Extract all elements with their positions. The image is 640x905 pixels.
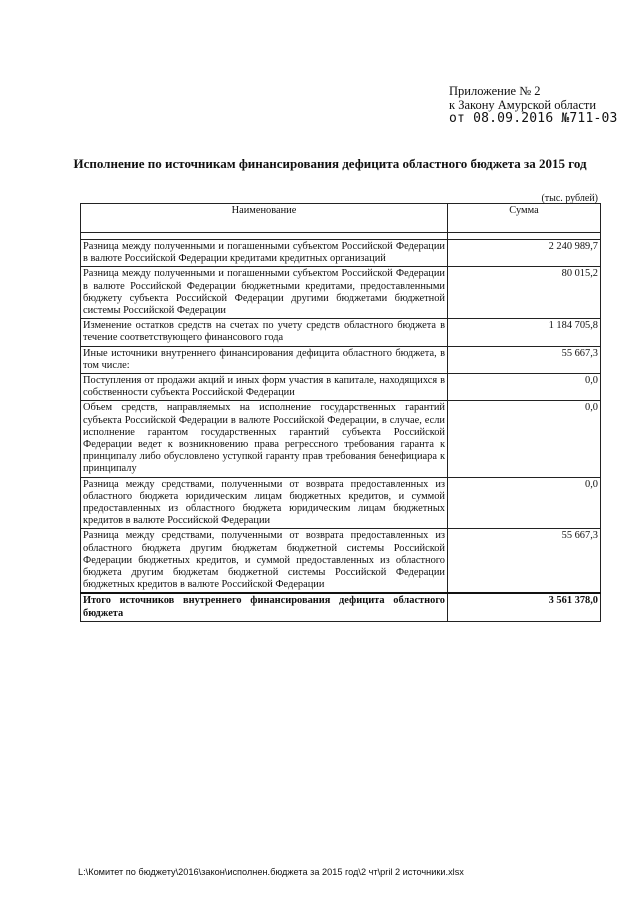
column-header-name: Наименование	[81, 204, 448, 233]
appendix-header	[449, 84, 619, 126]
table-row	[81, 529, 601, 594]
column-header-sum: Сумма	[448, 204, 601, 233]
budget-table	[80, 203, 601, 622]
total-row	[81, 593, 601, 621]
total-sum: 3 561 378,0	[448, 593, 601, 621]
table-header-row	[81, 204, 601, 233]
appendix-date-number: от 08.09.2016 №711-03	[449, 111, 618, 126]
row-name: Разница между полученными и погашенными субъектом Российской Федерации в валюте Российской Федерации кредитами кредитных организаций	[81, 240, 448, 267]
row-name: Разница между средствами, полученными от возврата предоставленных из областного бюджета другим бюджетам бюджетной системы Российской Федерации бюджетных кредитов, и суммой предоставленных из областного бюджета другим бюджетам бюджетной системы Российской Федерации бюджетных кредитов в валюте Российской Федерации	[81, 529, 448, 594]
appendix-law: к Закону Амурской области	[449, 98, 597, 112]
spacer-cell	[81, 233, 448, 240]
table-row	[81, 267, 601, 319]
units-label: (тыс. рублей)	[541, 193, 598, 204]
row-name: Изменение остатков средств на счетах по учету средств областного бюджета в течение соответствующего финансового года	[81, 319, 448, 346]
row-name: Иные источники внутреннего финансирования дефицита областного бюджета, в том числе:	[81, 346, 448, 373]
total-name: Итого источников внутреннего финансирования дефицита областного бюджета	[81, 593, 448, 621]
table-row	[81, 319, 601, 346]
row-sum: 0,0	[448, 401, 601, 477]
document-title: Исполнение по источникам финансирования дефицита областного бюджета за 2015 год	[73, 156, 587, 171]
row-name: Объем средств, направляемых на исполнение государственных гарантий субъекта Российской Федерации в валюте Российской Федерации, в случае, если исполнение гарантом государственных гарантий субъекта Российской Федерации ведет к возникновению права регрессного требования гаранта к принципалу либо обусловлено уступкой гаранту прав требования бенефициара к принципалу	[81, 401, 448, 477]
appendix-number: Приложение № 2	[449, 84, 541, 98]
row-sum: 55 667,3	[448, 529, 601, 594]
spacer-cell	[448, 233, 601, 240]
table-row	[81, 240, 601, 267]
row-name: Разница между полученными и погашенными субъектом Российской Федерации в валюте Российской Федерации бюджетными кредитами, предоставленными бюджету субъекта Российской Федерации другими бюджетами бюджетной системы Российской Федерации	[81, 267, 448, 319]
row-sum: 1 184 705,8	[448, 319, 601, 346]
table-row	[81, 374, 601, 401]
row-sum: 0,0	[448, 374, 601, 401]
table-spacer-row	[81, 233, 601, 240]
table-row	[81, 401, 601, 477]
table-row	[81, 477, 601, 529]
row-sum: 0,0	[448, 477, 601, 529]
file-path-footer: L:\Комитет по бюджету\2016\закон\исполнен.бюджета за 2015 год\2 чт\pril 2 источники.xlsx	[78, 867, 464, 877]
row-sum: 80 015,2	[448, 267, 601, 319]
row-name: Разница между средствами, полученными от возврата предоставленных из областного бюджета юридическим лицам бюджетных кредитов, и суммой предоставленных из областного бюджета юридическим лицам бюджетных кредитов в валюте Российской Федерации	[81, 477, 448, 529]
row-sum: 55 667,3	[448, 346, 601, 373]
table-row	[81, 346, 601, 373]
row-sum: 2 240 989,7	[448, 240, 601, 267]
row-name: Поступления от продажи акций и иных форм участия в капитале, находящихся в собственности субъекта Российской Федерации	[81, 374, 448, 401]
